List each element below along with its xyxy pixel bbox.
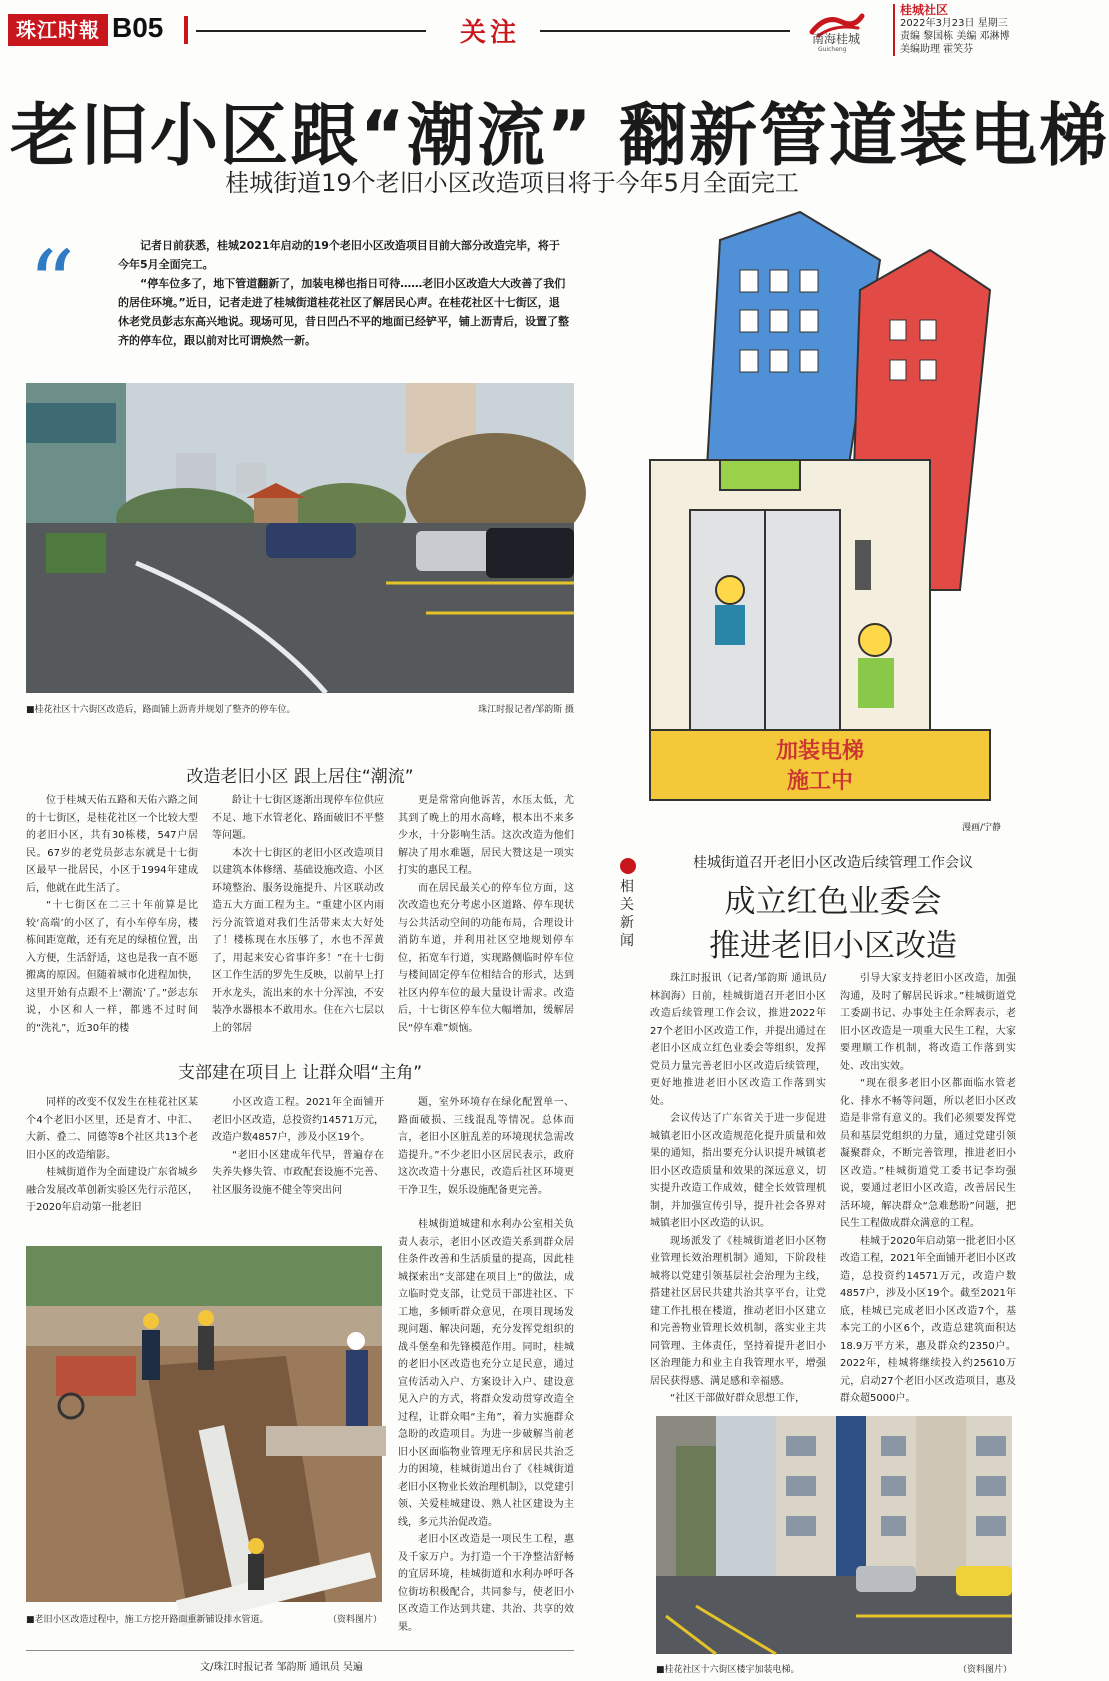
paragraph: 小区改造工程。2021年全面铺开老旧小区改造，总投资约14571万元，改造户数4857户，涉及小区19个。 <box>212 1097 384 1143</box>
related-news-tag <box>620 858 638 950</box>
paragraph: 珠江时报讯（记者/邹韵斯 通讯员/林润海）日前，桂城街道召开老旧小区改造后续管理工作会议，推进2022年27个老旧小区改造工作，并提出通过在老旧小区成立红色业委会等组织，发挥党员力量完善老旧小区改造后续管理，更好地推进老旧小区改造工作落到实处。 <box>650 973 826 1107</box>
subheadline: 桂城街道19个老旧小区改造项目将于今年5月全面完工 <box>225 169 799 197</box>
section2-title: 支部建在项目上 让群众唱“主角” <box>177 1063 423 1083</box>
paragraph: 同样的改变不仅发生在桂花社区某个4个老旧小区里，还是育才、中汇、大新、叠二、同德等8个社区共13个老旧小区的改造缩影。 <box>26 1097 198 1161</box>
section2-column-1 <box>26 1094 198 1212</box>
pipe-construction-photo <box>26 1246 382 1602</box>
paragraph: 桂城于2020年启动第一批老旧小区改造工程，2021年全面铺开老旧小区改造，总投资约14571万元，改造户数4857户，涉及小区19个。截至2021年底，桂城已完成老旧小区改造7个，基本完工的小区6个，改造总建筑面积达18.9万平方米，惠及群众约2350户。2022年，桂城将继续投入约25610万元，启动27个老旧小区改造项目，惠及群众超5000户。 <box>840 1235 1016 1404</box>
paragraph: 而在居民最关心的停车位方面，这次改造也充分考虑小区道路、停车现状与公共活动空间的功能布局，合理设计消防车道，并利用社区空地规划停车位，拓宽车行道，实现路侧临时停车位与楼间固定停车位相结合的形式，达到社区内停车位的最大量设计需求。改造后，十七街区停车位大幅增加，缓解居民“停车难”烦恼。 <box>398 882 574 1034</box>
photo2-credit: （资料图片） <box>327 1615 382 1625</box>
paragraph: 题，室外环境存在绿化配置单一、路面破损、三线混乱等情况。总体而言，老旧小区脏乱差的环境现状急需改造提升。”不少老旧小区居民表示，政府这次改造十分惠民，改造后社区环境更干净卫生，娱乐设施配备更完善。 <box>398 1097 574 1196</box>
paragraph: 会议传达了广东省关于进一步促进城镇老旧小区改造规范化提升质量和效果的通知，指出要充分认识提升城镇老旧小区改造质量和效果的深远意义，切实提升改造工作成效，健全长效管理机制，并加强宣传引导，提升社会各界对城镇老旧小区改造的认识。 <box>650 1113 826 1229</box>
masthead-red-bar <box>184 16 188 44</box>
lead-paragraphs <box>118 236 570 350</box>
section2-column-4 <box>398 1216 574 1652</box>
art-assistant-credit: 美编助理 霍笑芬 <box>900 44 974 55</box>
photo3-credit: （资料图片） <box>957 1665 1012 1675</box>
paragraph: 老旧小区改造是一项民生工程，惠及千家万户。为打造一个干净整洁舒畅的宜居环境，桂城街道和水利办呼吁各位街坊积极配合，共同参与，使老旧小区改造工作达到共建、共治、共享的效果。 <box>398 1534 574 1633</box>
paragraph: 引导大家支持老旧小区改造，加强沟通，及时了解居民诉求。”桂城街道党工委副书记、办事处主任余辉表示，老旧小区改造是一项重大民生工程，大家要理顺工作机制，将改造工作落到实处、改出实效。 <box>840 973 1016 1072</box>
paragraph: 现场派发了《桂城街道老旧小区物业管理长效治理机制》通知，下阶段桂城将以党建引领基层社会治理为主线，搭建社区居民共建共治共享平台，让党建工作扎根在楼道，推动老旧小区建立和完善物业管理长效机制，落实业主共同管理、主体责任，坚持着提升老旧小区治理能力和业主自我管理水平，增强居民获得感、满足感和幸福感。 <box>650 1235 826 1387</box>
issue-meta <box>900 4 1010 56</box>
masthead-rule-right <box>540 30 790 32</box>
photo1-caption-text: ■桂花社区十六街区改造后，路面铺上沥青并规划了整齐的停车位。 <box>26 705 296 715</box>
elevator-construction-cartoon <box>630 210 1010 810</box>
paragraph: 更是常常向他诉苦，水压太低，尤其到了晚上的用水高峰，根本出不来多少水，十分影响生活。这次改造为他们解决了用水难题，居民大赞这是一项实打实的惠民工程。 <box>398 795 574 876</box>
paragraph: “现在很多老旧小区都面临水管老化、排水不畅等问题，所以老旧小区改造是非常有意义的。我们必须要发挥党员和基层党组织的力量，通过党建引领凝聚群众，不断完善管理，推进老旧小区改造。”桂城街道党工委书记李均强说，要通过老旧小区改造，改善居民生活环境，解决群众“急难愁盼”问题，把民生工程做成群众满意的工程。 <box>840 1078 1016 1229</box>
section1-title: 改造老旧小区 跟上居住“潮流” <box>186 767 414 787</box>
section2-column-2 <box>212 1094 384 1212</box>
section2-column-3 <box>398 1094 574 1212</box>
related-title-line1: 成立红色业委会 <box>724 884 942 920</box>
photo3-caption <box>656 1662 1012 1675</box>
elevator-building-image <box>656 1416 1012 1654</box>
photo2-caption <box>26 1612 382 1625</box>
related-news-dot-icon <box>620 858 636 874</box>
photo3-caption-text: ■桂花社区十六街区楼宇加装电梯。 <box>656 1665 800 1675</box>
paragraph: 龄让十七街区逐渐出现停车位供应不足、地下水管老化、路面破旧不平整等问题。 <box>212 795 384 841</box>
elevator-sign-line2: 施工中 <box>786 769 854 794</box>
editor-credit: 责编 黎国栋 美编 邓淋博 <box>900 31 1010 42</box>
quote-mark-icon: “ <box>28 231 76 338</box>
lead-paragraph: “停车位多了，地下管道翻新了，加装电梯也指日可待……老旧小区改造大大改善了我们的居住环境。”近日，记者走进了桂城街道桂花社区了解居民心声。在桂花社区十七街区，退休老党员彭志东高兴地说。现场可见，昔日凹凸不平的地面已经铲平，铺上沥青后，设置了整齐的停车位，跟以前对比可谓焕然一新。 <box>118 277 569 347</box>
photo1-caption <box>26 702 574 715</box>
article-byline: 文/珠江时报记者 邹韵斯 通讯员 吴遍 <box>200 1662 363 1673</box>
illustration-credit: 漫画/宁静 <box>962 823 1002 833</box>
related-column-2 <box>840 970 1016 1404</box>
lead-paragraph: 记者日前获悉，桂城2021年启动的19个老旧小区改造项目目前大部分改造完毕，将于今年5月全面完工。 <box>118 239 560 271</box>
elevator-sign-line1: 加装电梯 <box>775 739 865 764</box>
bottom-rule <box>26 1650 574 1651</box>
page-number: B05 <box>112 12 164 43</box>
paragraph: 位于桂城天佑五路和天佑六路之间的十七街区，是桂花社区一个比较大型的老旧小区，共有30栋楼，547户居民。67岁的老党员彭志东就是十七街区最早一批居民，小区于1994年建成后，他就在此生活了。 <box>26 795 198 894</box>
headline: 老旧小区跟“潮流” 翻新管道装电梯 <box>10 97 1109 176</box>
related-kicker: 桂城街道召开老旧小区改造后续管理工作会议 <box>693 855 973 871</box>
community-title: 桂城社区 <box>900 3 949 17</box>
related-title-line2: 推进老旧小区改造 <box>709 928 957 964</box>
logo-sub: Guicheng <box>818 46 847 53</box>
meta-divider <box>893 4 895 56</box>
paragraph: “社区干部做好群众思想工作， <box>670 1393 806 1404</box>
paragraph: 本次十七街区的老旧小区改造项目以建筑本体修缮、基础设施改造、小区环境整治、服务设施提升、片区联动改造五大方面工程为主。“重建小区内雨污分流管道对我们生活带来太大好处了！楼栋现在水压够了，水也不浑黄了，用起来安心省事许多！”在十七街区工作生活的罗先生反映，以前早上打开水龙头，流出来的水十分浑浊，不安装净水器根本不敢用水。住在六七层以上的邻居 <box>212 847 384 1034</box>
section1-column-1 <box>26 792 198 1034</box>
newspaper-brand-logo: 珠江时報 <box>8 14 108 46</box>
paragraph: “老旧小区建成年代早，普遍存在失养失修失管、市政配套设施不完善、社区服务设施不健全等突出问 <box>212 1149 384 1196</box>
street-parking-image <box>26 383 574 693</box>
logo-label: 南海桂城 <box>812 32 861 46</box>
street-parking-photo <box>26 383 574 693</box>
photo1-credit: 珠江时报记者/邹韵斯 摄 <box>478 705 574 715</box>
related-news-label: 相关新闻 <box>620 879 634 949</box>
section-label: 关注 <box>460 18 521 48</box>
paragraph: “十七街区在二三十年前算是比较‘高端’的小区了，有小车停车房，楼栋间距宽敞，还有充足的绿植位置，出入方便，生活舒适，这也是我一直不愿搬离的原因。但随着城市化进程加快，这里开始有点跟不上‘潮流’了。”彭志东说，小区和人一样，都逃不过时间的“洗礼”，近30年的楼 <box>26 900 198 1034</box>
photo2-caption-text: ■老旧小区改造过程中，施工方挖开路面重新铺设排水管道。 <box>26 1615 269 1625</box>
related-column-1 <box>650 970 826 1404</box>
paragraph: 桂城街道城建和水利办公室相关负责人表示，老旧小区改造关系到群众居住条件改善和生活质量的提高，因此桂城探索出“支部建在项目上”的做法，成立临时党支部，让党员干部进社区、下工地，多倾听群众意见，在项目现场发现问题、解决问题，充分发挥党组织的战斗堡垒和先锋模范作用。同时，桂城的老旧小区改造也充分立足民意，通过宣传活动入户、方案设计入户、建设意见入户的方式，将群众发动贯穿改造全过程，让群众唱“主角”，着力实施群众急盼的改造项目。为进一步破解当前老旧小区面临物业管理无序和居民共治乏力的困境，桂城街道出台了《桂城街道老旧小区物业长效治理机制》，以党建引领、关爱桂城建设、熟人社区建设为主线，多元共治促改造。 <box>398 1219 574 1528</box>
masthead-rule-left <box>196 30 426 32</box>
section1-column-3 <box>398 792 574 1034</box>
section1-column-2 <box>212 792 384 1034</box>
paragraph: 桂城街道作为全面建设广东省城乡融合发展改革创新实验区先行示范区，于2020年启动第一批老旧 <box>26 1167 198 1213</box>
elevator-illustration <box>630 210 1010 810</box>
issue-date: 2022年3月23日 星期三 <box>900 18 1008 29</box>
elevator-building-photo <box>656 1416 1012 1654</box>
pipe-construction-image <box>26 1246 382 1602</box>
